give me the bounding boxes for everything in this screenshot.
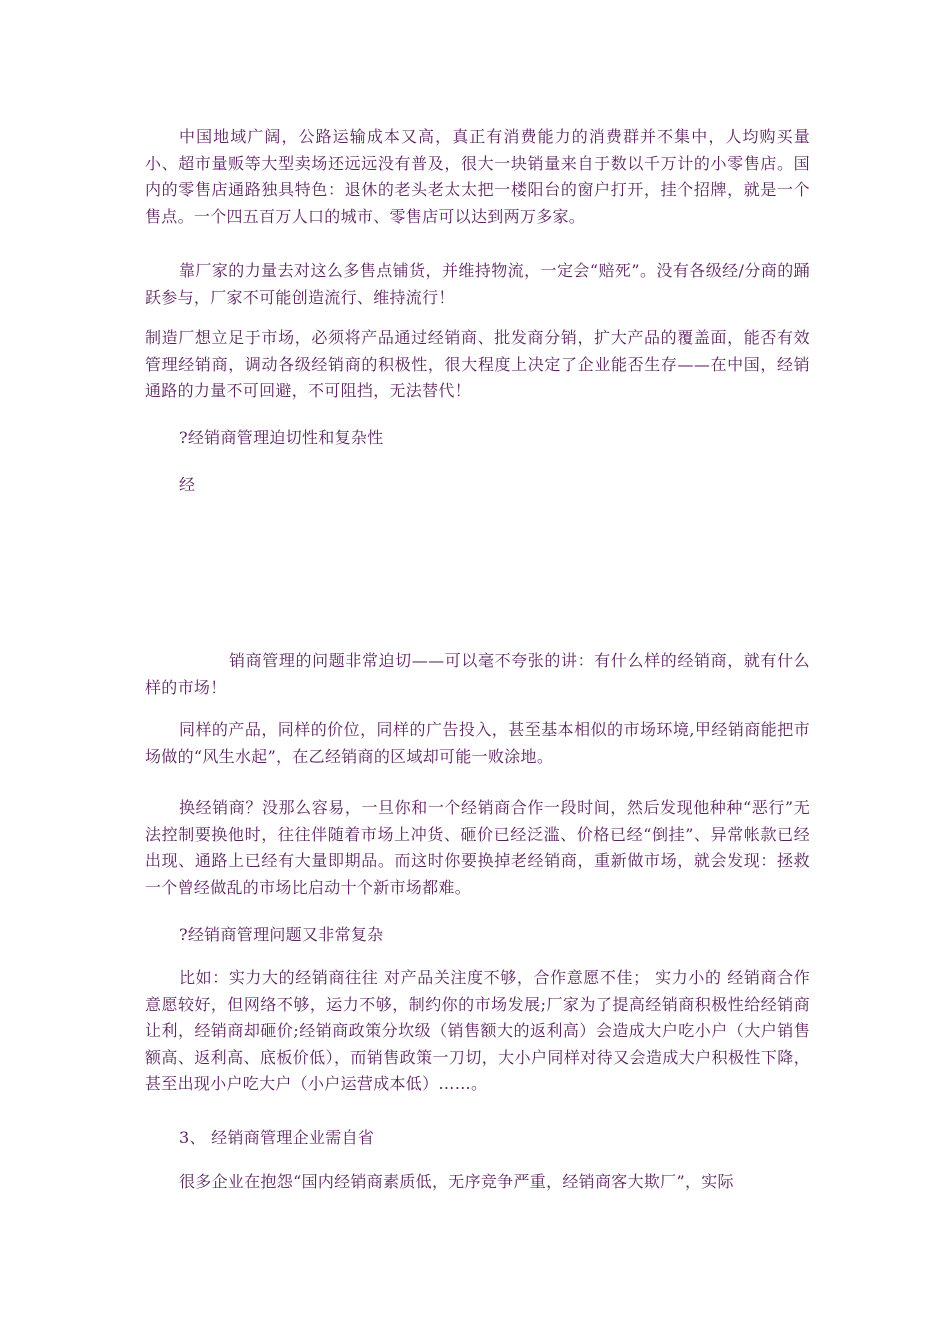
heading-complexity: ?经销商管理问题又非常复杂 — [179, 925, 384, 944]
paragraph-same-product: 同样的产品，同样的价位，同样的广告投入，甚至基本相似的市场环境,甲经销商能把市场做的“风生水起”，在乙经销商的区域却可能一败涂地。 — [145, 720, 810, 766]
paragraph-fragment-jing: 经 — [179, 475, 196, 494]
paragraph-manufacturer-market: 制造厂想立足于市场，必须将产品通过经销商、批发商分销，扩大产品的覆盖面，能否有效管理经销商，调动各级经销商的积极性，很大程度上决定了企业能否生存——在中国，经销通路的力量不可回避，不可阻挡，无法替代！ — [145, 328, 810, 400]
paragraph-distributor-necessity: 靠厂家的力量去对这么多售点铺货，并维持物流，一定会“赔死”。没有各级经/分商的踊跃参与，厂家不可能创造流行、维持流行！ — [145, 261, 810, 307]
paragraph-replace-distributor: 换经销商？没那么容易，一旦你和一个经销商合作一段时间，然后发现他种种“恶行”无法控制要换他时，往往伴随着市场上冲货、砸价已经泛滥、价格已经“倒挂”、异常帐款已经出现、通路上已经有大量即期品。而这时你要换掉老经销商，重新做市场，就会发现：拯救一个曾经做乱的市场比启动十个新市场都难。 — [145, 798, 810, 897]
paragraph-examples: 比如：实力大的经销商往往 对产品关注度不够，合作意愿不佳； 实力小的 经销商合作意愿较好，但网络不够，运力不够，制约你的市场发展;厂家为了提高经销商积极性给经销商让利，经销商却砸价;经销商政策分坎级（销售额大的返利高）会造成大户吃小户（大户销售额高、返利高、底板价低），而销售政策一刀切，大小户同样对待又会造成大户积极性下降，甚至出现小户吃大户（小户运营成本低）……。 — [145, 968, 810, 1093]
paragraph-urgency: 销商管理的问题非常迫切——可以毫不夸张的讲：有什么样的经销商，就有什么样的市场！ — [145, 651, 810, 697]
paragraph-complaints: 很多企业在抱怨“国内经销商素质低，无序竞争严重，经销商客大欺厂”，实际 — [179, 1172, 734, 1191]
paragraph-retail-landscape: 中国地域广阔，公路运输成本又高，真正有消费能力的消费群并不集中，人均购买量小、超市量贩等大型卖场还远远没有普及，很大一块销量来自于数以千万计的小零售店。国内的零售店通路独具特色：退休的老头老太太把一楼阳台的窗户打开，挂个招牌，就是一个售点。一个四五百万人口的城市、零售店可以达到两万多家。 — [145, 127, 810, 226]
heading-urgency-complexity: ?经销商管理迫切性和复杂性 — [179, 428, 384, 447]
heading-self-reflection: 3、 经销商管理企业需自省 — [179, 1128, 375, 1147]
